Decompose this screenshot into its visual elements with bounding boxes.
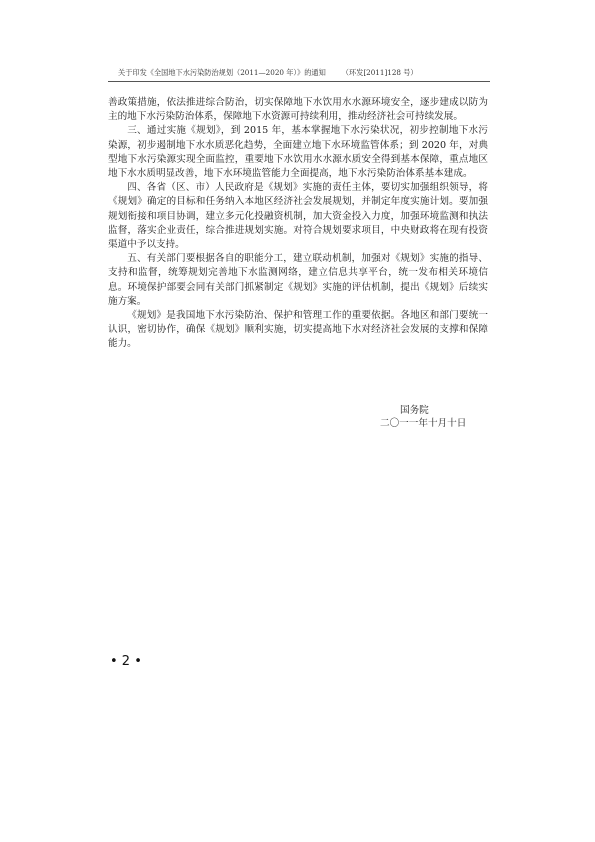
paragraph-item-5: 五、有关部门要根据各自的职能分工，建立联动机制，加强对《规划》实施的指导、支持和监督，统筹规划完善地下水监测网络，建立信息共享平台，统一发布相关环境信息。环境保护部要会同有关部门抓紧制定《规划》实施的评估机制，提出《规划》后续实施方案。 [108, 253, 488, 307]
header-title: 关于印发《全国地下水污染防治规划（2011—2020 年）》的通知 [118, 68, 326, 77]
body-text [108, 96, 488, 352]
header-doc-number: （环发[2011]128 号） [341, 68, 418, 77]
paragraph-item-3: 三、通过实施《规划》，到 2015 年，基本掌握地下水污染状况，初步控制地下水污染源，初步遏制地下水水质恶化趋势，全面建立地下水环境监管体系；到 2020 年，对典型地下水污染源实现全面监控，重要地下水饮用水水源水质安全得到基本保障，重点地区地下水水质明显改善，地下水环境监管能力全面提高，地下水污染防治体系基本建成。 [108, 125, 488, 180]
issuer-name: 国务院 [400, 405, 429, 416]
paragraph-continuation: 善政策措施，依法推进综合防治，切实保障地下水饮用水水源环境安全，逐步建成以防为主的地下水污染防治体系，保障地下水资源可持续利用，推动经济社会可持续发展。 [108, 97, 488, 123]
paragraph-item-4: 四、各省（区、市）人民政府是《规划》实施的责任主体，要切实加强组织领导，将《规划》确定的目标和任务纳入本地区经济社会发展规划，并制定年度实施计划。要加强规划衔接和项目协调，建立多元化投融资机制，加大资金投入力度，加强环境监测和执法监督，落实企业责任，综合推进规划实施。对符合规划要求项目，中央财政将在现有投资渠道中予以支持。 [108, 182, 488, 251]
paragraph-closing: 《规划》是我国地下水污染防治、保护和管理工作的重要依据。各地区和部门要统一认识，密切协作，确保《规划》顺利实施，切实提高地下水对经济社会发展的支撑和保障能力。 [108, 310, 488, 350]
page-number: • 2 • [110, 654, 142, 669]
header-rule [108, 81, 490, 82]
issue-date: 二〇一一年十月十日 [380, 418, 467, 429]
running-header [118, 66, 476, 80]
